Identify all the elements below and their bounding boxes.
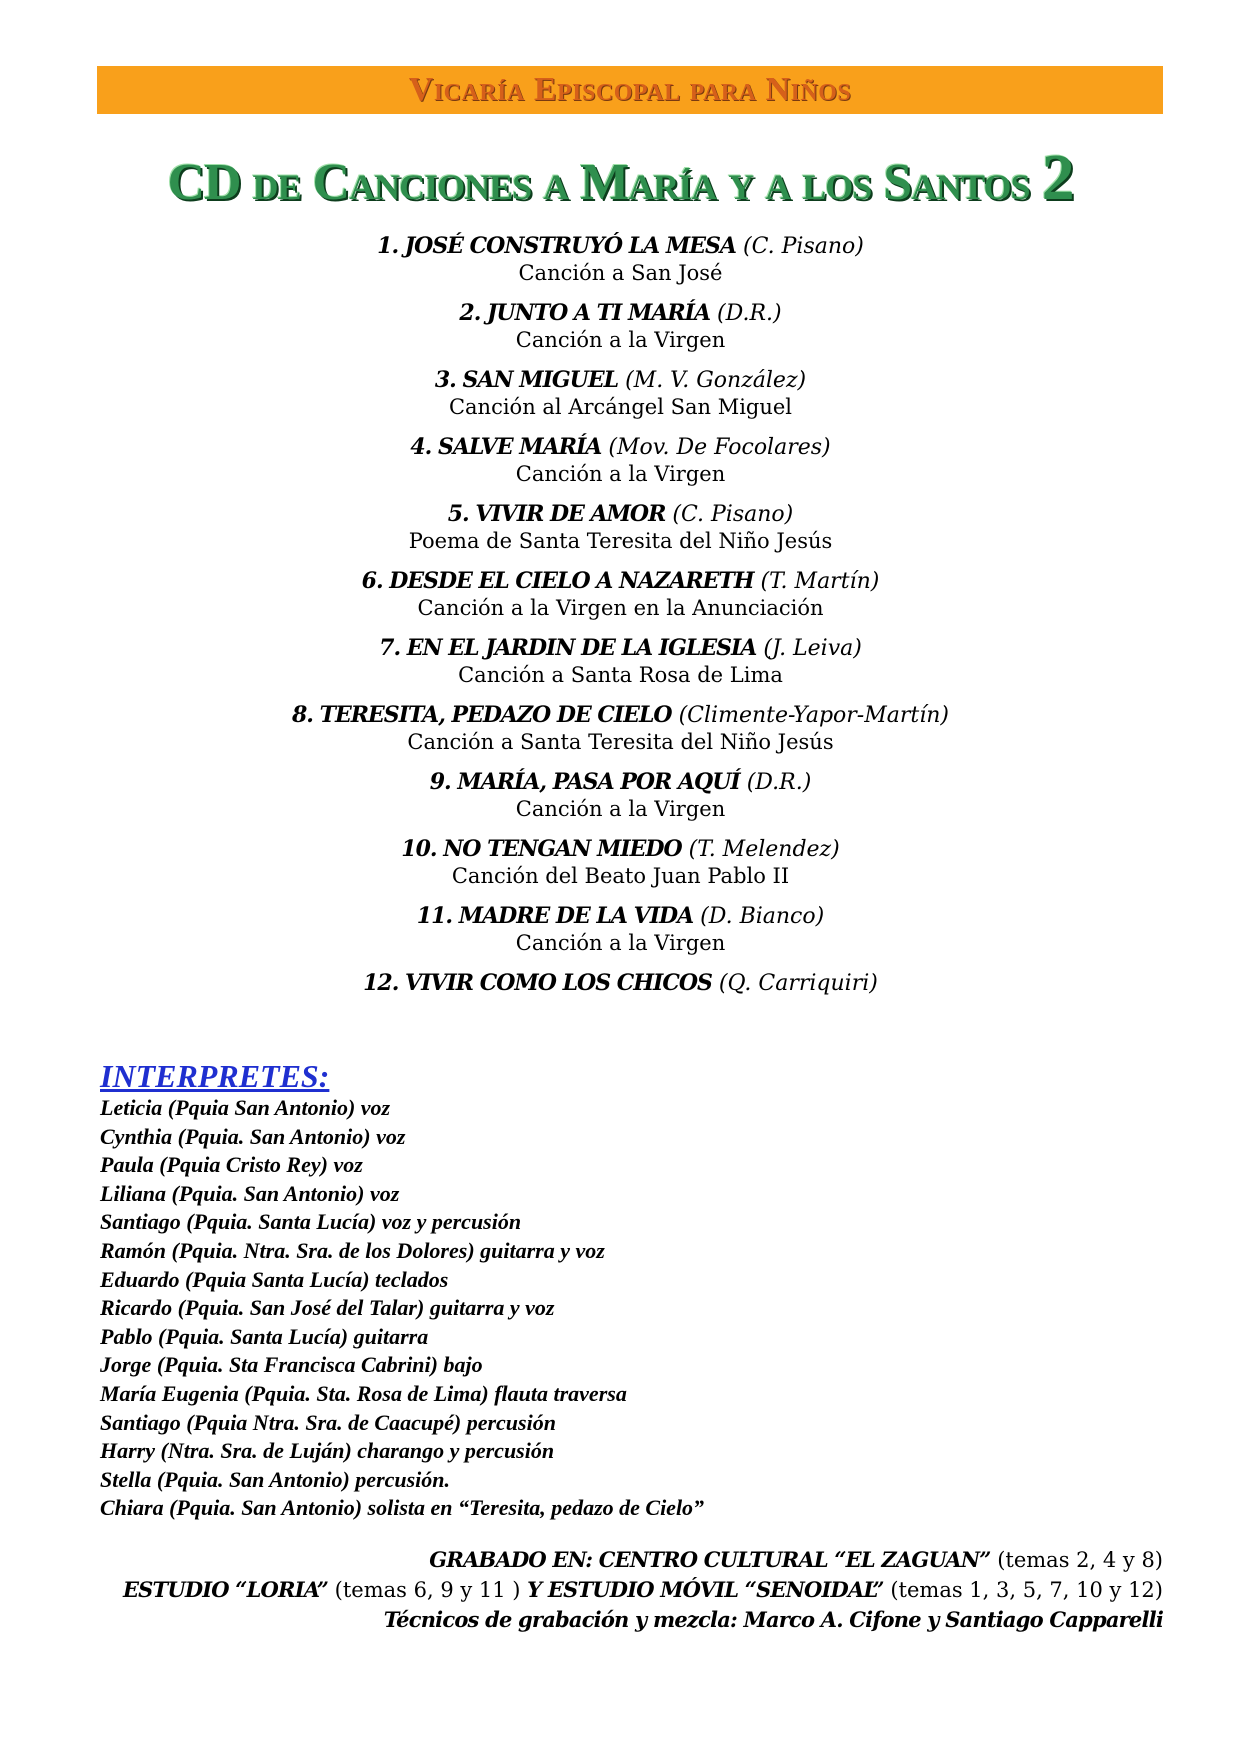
banner-title: Vicaría Episcopal para Niños [408,71,852,108]
performers-list [100,1094,1200,1523]
song-description: Poema de Santa Teresita del Niño Jesús [408,529,833,553]
song-author: (C. Pisano) [742,234,864,259]
song-title: 4. SALVE MARÍA [410,434,602,460]
song-item [0,300,1241,353]
song-author: (M. V. González) [625,368,807,393]
performer-item: Cynthia (Pquia. San Antonio) voz [100,1123,406,1149]
song-title-line [0,903,1241,930]
credits-studio-2: ESTUDIO “LORIA” [122,1577,328,1602]
header-banner [97,66,1163,114]
song-title-line [0,434,1241,461]
song-description: Canción a la Virgen [515,931,726,955]
song-description: Canción a Santa Teresita del Niño Jesús [407,730,834,754]
song-author: (Climente-Yapor-Martín) [678,703,950,728]
song-title: 8. TERESITA, PEDAZO DE CIELO [291,702,672,728]
recording-credits [123,1545,1163,1635]
performer-item: Santiago (Pquia Ntra. Sra. de Caacupé) percusión [100,1409,556,1435]
song-author: (Q. Carriquiri) [718,971,878,996]
song-description: Canción al Arcángel San Miguel [448,395,793,419]
song-item [0,367,1241,420]
song-author: (T. Martín) [760,569,880,594]
song-title-line [0,568,1241,595]
title-number: 2 [1041,141,1074,214]
song-title: 2. JUNTO A TI MARÍA [459,300,711,326]
song-author: (T. Melendez) [688,837,840,862]
song-title-line [0,769,1241,796]
page-title [0,140,1241,216]
song-item [0,233,1241,286]
song-author: (D. Bianco) [700,904,825,929]
song-author: (J. Leiva) [763,636,862,661]
credits-tracks-1: (temas 2, 4 y 8) [990,1548,1163,1572]
song-description: Canción a San José [518,261,723,285]
song-title-line [0,300,1241,327]
credits-tracks-3: (temas 1, 3, 5, 7, 10 y 12) [883,1578,1163,1602]
credits-line-2 [123,1575,1163,1605]
song-description: Canción a la Virgen [515,797,726,821]
song-title: 3. SAN MIGUEL [434,367,619,393]
performer-item: María Eugenia (Pquia. Sta. Rosa de Lima) flauta traversa [100,1380,627,1406]
song-author: (Mov. De Focolares) [608,435,831,460]
song-title: 6. DESDE EL CIELO A NAZARETH [361,568,754,594]
performer-item: Santiago (Pquia. Santa Lucía) voz y percusión [100,1209,522,1235]
song-author: (C. Pisano) [672,502,794,527]
performers-section [100,1058,1200,1523]
song-description: Canción a Santa Rosa de Lima [458,663,783,687]
song-item [0,769,1241,822]
song-author: (D.R.) [746,770,812,795]
song-item [0,702,1241,755]
performer-item: Harry (Ntra. Sra. de Luján) charango y percusión [100,1438,555,1464]
song-title: 1. JOSÉ CONSTRUYÓ LA MESA [377,233,736,259]
song-description: Canción a la Virgen en la Anunciación [417,596,824,620]
song-list [0,233,1241,1011]
credits-technicians: Técnicos de grabación y mezcla: Marco A. Cifone y Santiago Capparelli [383,1607,1163,1632]
song-title-line [0,233,1241,260]
performer-item: Jorge (Pquia. Sta Francisca Cabrini) bajo [100,1352,483,1378]
song-item [0,635,1241,688]
song-title: 5. VIVIR DE AMOR [447,501,666,527]
performer-item: Paula (Pquia Cristo Rey) voz [100,1152,363,1178]
title-text: CD de Canciones a María y a los Santos [167,154,1030,211]
song-item [0,501,1241,554]
performer-item: Chiara (Pquia. San Antonio) solista en “Teresita, pedazo de Cielo” [100,1495,705,1521]
song-title-line [0,635,1241,662]
song-title: 12. VIVIR COMO LOS CHICOS [363,970,712,996]
credits-studio-1: GRABADO EN: CENTRO CULTURAL “EL ZAGUAN” [429,1547,991,1572]
song-title-line [0,501,1241,528]
song-title: 9. MARÍA, PASA POR AQUÍ [429,769,740,795]
song-description: Canción a la Virgen [515,328,726,352]
credits-line-3 [123,1605,1163,1635]
song-item [0,903,1241,956]
song-item [0,970,1241,997]
performer-item: Ramón (Pquia. Ntra. Sra. de los Dolores) guitarra y voz [100,1237,605,1263]
song-author: (D.R.) [717,301,782,326]
performer-item: Liliana (Pquia. San Antonio) voz [100,1180,400,1206]
song-title-line [0,367,1241,394]
song-title: 7. EN EL JARDIN DE LA IGLESIA [379,635,757,661]
song-description: Canción del Beato Juan Pablo II [451,864,790,888]
song-title-line [0,702,1241,729]
credits-studio-3: Y ESTUDIO MÓVIL “SENOIDAL” [527,1577,884,1602]
performer-item: Pablo (Pquia. Santa Lucía) guitarra [100,1323,429,1349]
performer-item: Leticia (Pquia San Antonio) voz [100,1095,391,1120]
song-title-line [0,836,1241,863]
song-item [0,568,1241,621]
song-title: 11. MADRE DE LA VIDA [416,903,694,929]
performer-item: Stella (Pquia. San Antonio) percusión. [100,1466,451,1492]
song-item [0,836,1241,889]
credits-tracks-2: (temas 6, 9 y 11 ) [328,1578,528,1602]
performers-heading: INTERPRETES: [100,1058,330,1094]
song-title: 10. NO TENGAN MIEDO [401,836,682,862]
performer-item: Eduardo (Pquia Santa Lucía) teclados [100,1266,449,1292]
song-title-line [0,970,1241,997]
song-item [0,434,1241,487]
credits-line-1 [123,1545,1163,1575]
performer-item: Ricardo (Pquia. San José del Talar) guitarra y voz [100,1295,555,1321]
song-description: Canción a la Virgen [515,462,726,486]
